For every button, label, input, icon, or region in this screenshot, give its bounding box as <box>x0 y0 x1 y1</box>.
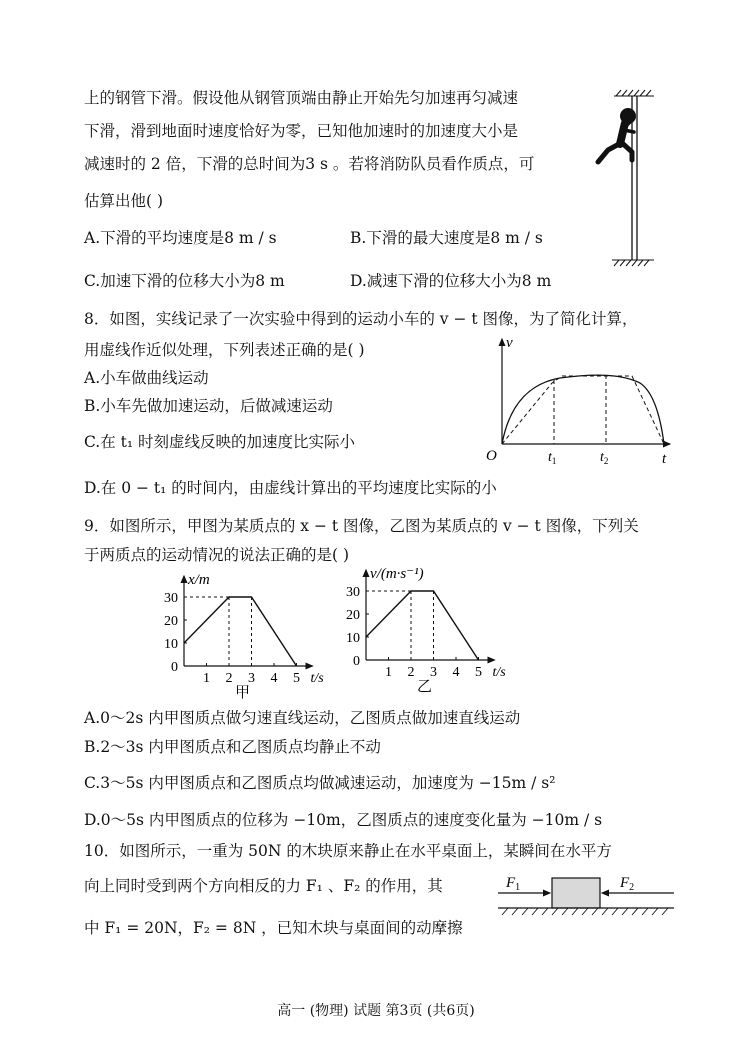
y-tick-label: 30 <box>346 585 360 600</box>
y-axis-label: x/m <box>188 572 210 588</box>
x-axis-label: t/s <box>492 665 506 680</box>
q7-line-4: 估算出他( ) <box>84 192 164 210</box>
q8-option-c: C.在 t₁ 时刻虚线反映的加速度比实际小 <box>84 433 356 451</box>
q9-option-c: C.3～5s 内甲图质点和乙图质点均做减速运动，加速度为 −15m / s² <box>84 774 556 792</box>
q7-option-c: C.加速下滑的位移大小为8 m <box>84 272 285 290</box>
ceiling-hatch <box>614 90 654 96</box>
q7-option-a: A.下滑的平均速度是8 m / s <box>84 229 277 247</box>
q8-line-1: 8．如图，实线记录了一次实验中得到的运动小车的 v − t 图像，为了简化计算， <box>84 310 638 328</box>
y-tick-label: 30 <box>164 591 178 606</box>
y-tick-label: 0 <box>353 654 360 669</box>
x-tick-label: 3 <box>248 671 255 686</box>
y-axis-label: v/(m·s⁻¹) <box>370 566 424 582</box>
page-footer: 高一 (物理) 试题 第3页 (共6页) <box>277 1003 475 1019</box>
series-line <box>184 597 297 666</box>
q9-chart-jia <box>150 572 330 700</box>
x-tick-label: 1 <box>385 665 392 680</box>
block-forces-figure <box>494 868 679 926</box>
q7-option-b: B.下滑的最大速度是8 m / s <box>350 229 543 247</box>
q8-option-d: D.在 0 − t₁ 的时间内，由虚线计算出的平均速度比实际的小 <box>84 479 497 497</box>
q8-option-a: A.小车做曲线运动 <box>84 369 209 387</box>
q7-line-3: 减速时的 2 倍，下滑的总时间为3 s 。若将消防队员看作质点，可 <box>84 155 535 173</box>
floor-hatch <box>612 260 654 266</box>
y-tick-label: 20 <box>164 614 178 629</box>
q9-line-1: 9．如图所示，甲图为某质点的 x − t 图像，乙图为某质点的 v − t 图像，下列关 <box>84 517 639 535</box>
x-tick-label: 5 <box>293 671 300 686</box>
actual-curve <box>502 375 664 444</box>
t2-label: $t_2$ <box>600 450 609 466</box>
x-axis-label: t/s <box>310 671 324 686</box>
v-axis-label: v <box>506 335 513 351</box>
force-f2-label: $F_2$ <box>620 875 635 893</box>
q7-line-1: 上的钢管下滑。假设他从钢管顶端由静止开始先匀加速再匀减速 <box>84 89 519 107</box>
q9-line-2: 于两质点的运动情况的说法正确的是( ) <box>84 546 350 564</box>
firefighter-silhouette <box>598 109 636 163</box>
q8-vt-graph <box>480 333 675 473</box>
q7-option-d: D.减速下滑的位移大小为8 m <box>350 272 552 290</box>
series-line <box>366 591 479 660</box>
q8-line-2: 用虚线作近似处理，下列表述正确的是( ) <box>84 341 365 359</box>
approx-dashed-line <box>502 376 664 444</box>
chart-caption: 乙 <box>416 679 433 695</box>
x-tick-label: 2 <box>407 665 415 680</box>
q9-chart-yi <box>332 566 522 700</box>
y-tick-label: 20 <box>346 608 360 623</box>
force-f1-label: $F_1$ <box>506 875 521 893</box>
firefighter-pole-figure <box>588 88 660 273</box>
q8-option-b: B.小车先做加速运动，后做减速运动 <box>84 397 333 415</box>
x-tick-label: 3 <box>430 665 437 680</box>
origin-label: O <box>486 448 497 464</box>
q7-line-2: 下滑，滑到地面时速度恰好为零，已知他加速时的加速度大小是 <box>84 122 519 140</box>
t1-label: $t_1$ <box>548 450 557 466</box>
q9-option-b: B.2～3s 内甲图质点和乙图质点均静止不动 <box>84 738 381 756</box>
q9-option-d: D.0～5s 内甲图质点的位移为 −10m，乙图质点的速度变化量为 −10m / s <box>84 811 603 829</box>
table-hatch <box>502 908 668 915</box>
y-tick-label: 10 <box>164 637 178 652</box>
y-tick-label: 0 <box>171 660 178 675</box>
q10-line-3: 中 F₁ = 20N，F₂ = 8N ，已知木块与桌面间的动摩擦 <box>84 919 463 937</box>
q10-line-2: 向上同时受到两个方向相反的力 F₁ 、F₂ 的作用，其 <box>84 877 443 895</box>
y-tick-label: 10 <box>346 631 360 646</box>
x-tick-label: 4 <box>452 665 460 680</box>
x-tick-label: 1 <box>203 671 210 686</box>
t-axis-label: t <box>662 451 667 467</box>
chart-caption: 甲 <box>234 685 251 700</box>
x-tick-label: 2 <box>225 671 233 686</box>
x-tick-label: 4 <box>270 671 278 686</box>
x-tick-label: 5 <box>475 665 482 680</box>
q10-line-1: 10．如图所示，一重为 50N 的木块原来静止在水平桌面上，某瞬间在水平方 <box>84 842 612 860</box>
wooden-block <box>552 878 600 908</box>
q9-option-a: A.0～2s 内甲图质点做匀速直线运动，乙图质点做加速直线运动 <box>84 709 521 727</box>
